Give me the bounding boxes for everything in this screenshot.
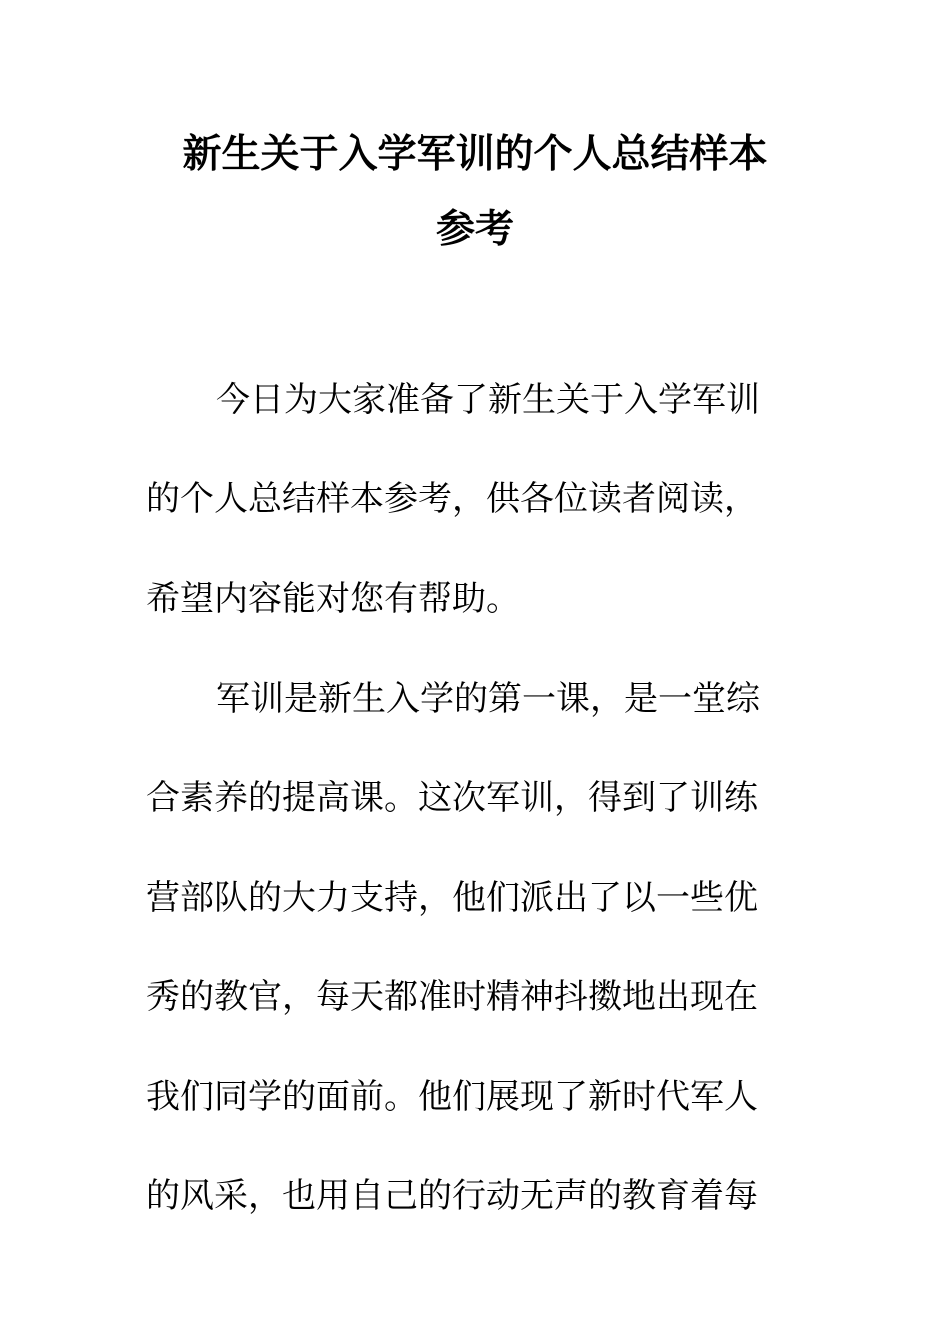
paragraph-2-line-6: 的风采，也用自己的行动无声的教育着每 xyxy=(146,1176,758,1216)
paragraph-1-line-1: 今日为大家准备了新生关于入学军训 xyxy=(216,380,760,420)
paragraph-2-line-1: 军训是新生入学的第一课，是一堂综 xyxy=(216,679,760,719)
paragraph-2-line-3: 营部队的大力支持，他们派出了以一些优 xyxy=(146,878,758,918)
paragraph-2-line-4: 秀的教官，每天都准时精神抖擞地出现在 xyxy=(146,977,758,1017)
document-title-line-1: 新生关于入学军训的个人总结样本 xyxy=(182,131,768,177)
paragraph-2-line-5: 我们同学的面前。他们展现了新时代军人 xyxy=(146,1077,758,1117)
paragraph-2-line-2: 合素养的提高课。这次军训，得到了训练 xyxy=(146,778,758,818)
document-title-line-2: 参考 xyxy=(435,206,514,252)
paragraph-1-line-3: 希望内容能对您有帮助。 xyxy=(146,579,520,619)
paragraph-1-line-2: 的个人总结样本参考，供各位读者阅读， xyxy=(146,479,758,519)
